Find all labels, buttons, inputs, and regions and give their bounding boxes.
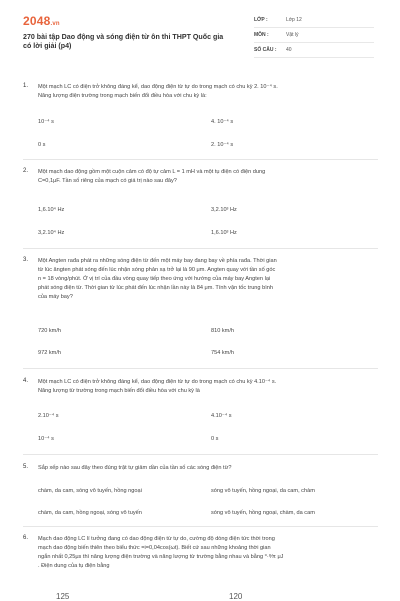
- option-c[interactable]: 10⁻⁴ s: [38, 436, 54, 442]
- question-text: Một mạch LC có điện trở không đáng kể, dao động điện từ tự do trong mạch có chu kỳ 4.10⁻⁴ s. Năng lượng từ trường trong mạch biến đổi điều hòa với chu kỳ là: [38, 379, 277, 394]
- option-c[interactable]: 3,2.10⁴ Hz: [38, 230, 65, 236]
- option-b[interactable]: sóng vô tuyến, hồng ngoại, da cam, chàm: [211, 488, 315, 494]
- option-d[interactable]: 754 km/h: [211, 350, 235, 356]
- document-header: [0, 0, 400, 62]
- option-d[interactable]: 2. 10⁻⁴ s: [211, 142, 234, 148]
- divider: [23, 454, 378, 455]
- option-c[interactable]: 972 km/h: [38, 350, 62, 356]
- option-b[interactable]: 4.10⁻⁴ s: [211, 413, 232, 419]
- option-d[interactable]: sóng vô tuyến, hồng ngoại, chàm, da cam: [211, 510, 315, 516]
- site-logo[interactable]: 2048.vn: [23, 14, 60, 28]
- question-text: Sắp xếp nào sau đây theo đúng trật tự giảm dần của tần số các sóng điện từ?: [38, 465, 232, 471]
- page-title: 270 bài tập Dao động và sóng điện từ ôn thi THPT Quốc gia có lời giải (p4): [23, 33, 224, 50]
- option-d[interactable]: 1,6.10³ Hz: [211, 230, 237, 236]
- question-text: Một Angten rađa phát ra những sóng điện từ đến một máy bay đang bay về phía rađa. Thời gian từ lúc ăngten phát sóng đến lúc nhận sóng phản xạ trở lại là 90 μm. Angten quay với tần số góc n = 18 vòng/phút. Ở vị trí của đầu vòng quay tiếp theo ứng với hướng của máy bay Angten lại phát sóng điện từ. Thời gian từ lúc phát đến lúc nhận lần này là 84 μm. Tính vận tốc trung bình của máy bay?: [38, 258, 277, 300]
- info-panel: [254, 13, 374, 58]
- option-a[interactable]: 10⁻⁴ s: [38, 119, 54, 125]
- divider: [23, 159, 378, 160]
- option-a[interactable]: chàm, da cam, sóng vô tuyến, hồng ngoại: [38, 488, 142, 494]
- divider: [23, 368, 378, 369]
- info-row-class: LỚP : Lớp 12: [254, 13, 374, 28]
- option-a[interactable]: 2.10⁻⁴ s: [38, 413, 59, 419]
- option-b[interactable]: 810 km/h: [211, 328, 235, 334]
- option-c[interactable]: chàm, da cam, hồng ngoại, sóng vô tuyến: [38, 510, 142, 516]
- question-text: Mạch dao động LC lí tưởng đang có dao động điện từ tự do, cường độ dòng điện tức thời trong mạch dao động biến thiên theo biểu thức =i=0,04cos(ωt). Biết cứ sau những khoảng thời gian ngắn nhất 0,25μs thì năng lượng điện trường và năng lượng từ trường bằng nhau và bằng ⁰·⁸⁄π μJ . Điện dung của tụ điện bằng: [38, 536, 284, 569]
- info-row-subject: MÔN : Vật lý: [254, 28, 374, 43]
- option-a[interactable]: 720 km/h: [38, 328, 62, 334]
- option-a[interactable]: 1,6.10⁴ Hz: [38, 207, 65, 213]
- option-c[interactable]: 0 s: [38, 142, 46, 148]
- option-b[interactable]: 3,2.10³ Hz: [211, 207, 237, 213]
- info-row-count: SỐ CÂU : 40: [254, 43, 374, 58]
- question-text: Một mạch LC có điện trở không đáng kể, dao động điện từ tự do trong mạch có chu kỳ 2. 10⁻⁴ s. Năng lượng điện trường trong mạch biến đổi điều hòa với chu kỳ là:: [38, 84, 278, 99]
- option-a[interactable]: 125: [56, 592, 70, 601]
- option-d[interactable]: 0 s: [211, 436, 219, 442]
- divider: [23, 248, 378, 249]
- option-b[interactable]: 4. 10⁻⁴ s: [211, 119, 234, 125]
- question-text: Một mạch dao động gồm một cuộn cảm có độ tự cảm L = 1 mH và một tụ điện có điện dung C=0,1μF. Tần số riêng của mạch có giá trị nào sau đây?: [38, 169, 266, 184]
- option-b[interactable]: 120: [229, 592, 243, 601]
- divider: [23, 526, 378, 527]
